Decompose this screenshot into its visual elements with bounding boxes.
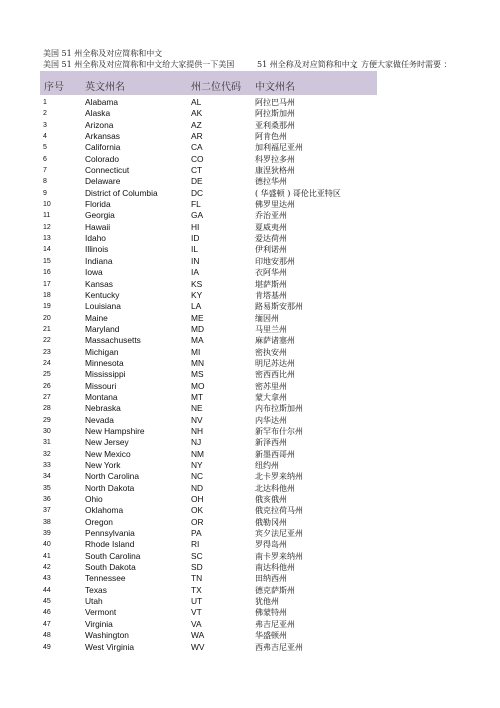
table-header [40,71,377,95]
table-row [40,222,377,233]
state-chinese-name: 德拉华州 [255,177,287,187]
table-row [40,460,377,471]
state-chinese-name: 爱达荷州 [255,234,287,244]
table-row [40,573,377,584]
state-code: NH [191,425,204,436]
state-chinese-name: 北达科他州 [255,483,295,493]
state-english-name: Mississippi [85,369,126,380]
state-english-name: New Jersey [85,437,129,448]
state-english-name: Virginia [85,618,113,629]
state-chinese-name: 明尼苏达州 [255,358,295,368]
state-code: WV [191,641,205,652]
row-index: 6 [43,155,47,163]
table-row [40,108,377,119]
row-index: 29 [43,416,51,424]
row-index: 39 [43,530,51,538]
state-chinese-name: 华盛顿州 [255,631,287,641]
state-chinese-name: 新罕布什尔州 [255,426,303,436]
state-chinese-name: 纽约州 [255,461,279,470]
state-chinese-name: 内布拉斯加州 [255,404,303,414]
state-code: HI [191,221,200,232]
row-index: 34 [43,473,51,481]
state-english-name: Texas [85,584,107,595]
row-index: 30 [43,427,51,435]
row-index: 21 [43,325,51,333]
state-chinese-name: 伊利诺州 [255,245,287,255]
row-index: 23 [43,348,51,356]
state-chinese-name: 弗吉尼亚州 [255,619,295,629]
state-english-name: Washington [85,630,129,641]
table-row [40,313,377,324]
state-chinese-name: 密苏里州 [255,381,287,391]
row-index: 37 [43,507,51,515]
state-chinese-name: 乔治亚州 [255,211,287,221]
row-index: 46 [43,609,51,617]
state-english-name: North Dakota [85,482,135,493]
state-code: OH [191,494,204,505]
state-english-name: Louisiana [85,301,121,312]
table-row [40,505,377,516]
table-row [40,335,377,346]
state-chinese-name: 衣阿华州 [255,268,287,278]
state-code: MN [191,357,205,368]
state-english-name: Georgia [85,210,115,221]
state-code: ND [191,482,204,493]
state-english-name: Connecticut [85,165,130,176]
state-chinese-name: 罗得岛州 [255,540,287,550]
state-chinese-name: 阿拉巴马州 [255,98,295,107]
state-code: ID [191,233,200,244]
state-chinese-name: 夏威夷州 [255,222,287,232]
row-index: 18 [43,291,51,299]
row-index: 16 [43,269,51,277]
state-code: CT [191,165,203,176]
table-row [40,301,377,312]
state-chinese-name: 印地安那州 [255,256,295,266]
state-code: MA [191,335,204,346]
state-chinese-name: 肯塔基州 [255,290,287,300]
table-row [40,210,377,221]
table-row [40,607,377,618]
table-row [40,233,377,244]
row-index: 15 [43,257,51,265]
state-english-name: Massachusetts [85,335,141,346]
state-code: CA [191,142,203,153]
table-row [40,415,377,426]
table-row [40,381,377,392]
state-english-name: Vermont [85,607,117,618]
state-code: TX [191,584,202,595]
table-row [40,539,377,550]
state-english-name: Arizona [85,119,114,130]
table-row [40,494,377,505]
table-row [40,324,377,335]
state-code: AK [191,108,203,119]
subtitle-part: ，方便大家做任务时需要 ： [353,60,452,69]
state-chinese-name: 密西西比州 [255,370,295,380]
table-row [40,131,377,142]
table-row [40,403,377,414]
state-english-name: Hawaii [85,221,111,232]
state-chinese-name: 科罗拉多州 [255,154,295,164]
state-chinese-name: 北卡罗来纳州 [255,472,303,482]
table-row [40,120,377,131]
header-chinese-name: 中文州名 [255,82,295,93]
row-index: 32 [43,450,51,458]
state-code: NM [191,448,205,459]
state-english-name: Alabama [85,97,119,107]
state-english-name: District of Columbia [85,187,158,198]
row-index: 27 [43,393,51,401]
row-index: 45 [43,598,51,606]
state-code: AR [191,131,203,142]
state-chinese-name: 堪萨斯州 [255,279,287,289]
state-english-name: Pennsylvania [85,528,135,539]
state-english-name: Nebraska [85,403,121,414]
state-code: LA [191,301,202,312]
state-code: DC [191,187,204,198]
state-code: GA [191,210,204,221]
state-code: CO [191,153,204,164]
state-code: FL [191,199,201,210]
row-index: 42 [43,564,51,572]
state-english-name: Delaware [85,176,121,187]
row-index: 9 [43,189,47,197]
row-index: 44 [43,586,51,594]
row-index: 48 [43,632,51,640]
row-index: 40 [43,541,51,549]
state-english-name: Kansas [85,278,113,289]
state-code: AL [191,97,202,107]
table-row [40,471,377,482]
row-index: 35 [43,484,51,492]
row-index: 10 [43,201,51,209]
state-english-name: North Carolina [85,471,139,482]
row-index: 8 [43,178,47,186]
state-chinese-name: 新墨西哥州 [255,449,295,459]
state-chinese-name: 犹他州 [255,597,279,607]
table-row [40,449,377,460]
table-row [40,165,377,176]
state-code: IL [191,244,198,255]
state-code: SC [191,550,203,561]
state-english-name: Tennessee [85,573,126,584]
state-chinese-name: 阿拉斯加州 [255,109,295,119]
state-english-name: New Mexico [85,448,131,459]
state-english-name: Maine [85,312,108,323]
row-index: 14 [43,246,51,254]
table-row [40,392,377,403]
row-index: 25 [43,371,51,379]
row-index: 24 [43,359,51,367]
table-row [40,596,377,607]
table-row [40,347,377,358]
table-row [40,619,377,630]
state-code: MO [191,380,205,391]
table-row [40,267,377,278]
state-english-name: Missouri [85,380,117,391]
page-subtitle [43,59,452,70]
state-english-name: Oregon [85,516,113,527]
state-chinese-name: 内华达州 [255,415,287,425]
state-chinese-name: 麻萨诸塞州 [255,336,295,346]
state-code: SD [191,562,203,573]
header-english-name: 英文州名 [85,82,125,93]
row-index: 49 [43,643,51,651]
subtitle-part: 美国 51 州全称及对应简称和中文给大家提供一下美国 [43,60,235,69]
table-row [40,154,377,165]
state-chinese-name: 蒙大拿州 [255,392,287,402]
row-index: 47 [43,620,51,628]
table-row [40,483,377,494]
row-index: 2 [43,110,47,118]
state-chinese-name: 路易斯安那州 [255,302,303,312]
table-row [40,630,377,641]
table-row [40,97,377,108]
state-code: NY [191,460,203,470]
row-index: 12 [43,223,51,231]
row-index: 7 [43,167,47,175]
state-code: KS [191,278,203,289]
state-english-name: Minnesota [85,357,124,368]
state-chinese-name: 南卡罗来纳州 [255,551,303,561]
state-code: WA [191,630,205,641]
state-english-name: South Dakota [85,562,136,573]
state-chinese-name: 田纳西州 [255,574,287,584]
row-index: 13 [43,235,51,243]
state-code: NJ [191,437,202,448]
state-chinese-name: 佛蒙特州 [255,608,287,618]
table-row [40,642,377,653]
state-english-name: Kentucky [85,289,120,300]
table-row [40,517,377,528]
state-code: RI [191,539,200,550]
state-code: ME [191,312,204,323]
state-english-name: West Virginia [85,641,135,652]
table-row [40,142,377,153]
state-chinese-name: 俄克拉荷马州 [255,506,303,516]
state-chinese-name: 加利福尼亚州 [255,143,303,153]
state-chinese-name: 阿肯色州 [255,132,287,142]
state-english-name: Florida [85,199,111,210]
state-chinese-name: 马里兰州 [255,324,287,334]
state-english-name: Idaho [85,233,106,244]
state-chinese-name: 亚利桑那州 [255,120,295,130]
state-chinese-name: 缅因州 [255,313,279,323]
table-row [40,358,377,369]
state-code: MI [191,346,201,357]
state-chinese-name: 佛罗里达州 [255,200,295,210]
page-title: 美国 51 州全称及对应简称和中文 [43,49,163,58]
table-row [40,369,377,380]
table-row [40,176,377,187]
state-code: NC [191,471,204,482]
table-row [40,562,377,573]
state-chinese-name: 康涅狄格州 [255,166,295,176]
state-english-name: Michigan [85,346,119,357]
table-row [40,551,377,562]
state-english-name: New York [85,460,121,470]
state-code: MD [191,323,205,334]
row-index: 17 [43,280,51,288]
row-index: 19 [43,303,51,311]
state-code: MT [191,391,204,402]
state-chinese-name: 俄亥俄州 [255,495,287,505]
state-english-name: Oklahoma [85,505,124,516]
table-row [40,244,377,255]
row-index: 26 [43,382,51,390]
state-code: VT [191,607,202,618]
state-code: KY [191,289,203,300]
table-row [40,256,377,267]
state-chinese-name: 南达科他州 [255,563,295,573]
state-code: TN [191,573,203,584]
state-english-name: Maryland [85,323,120,334]
state-chinese-name: 宾夕法尼亚州 [255,529,303,539]
state-table [40,97,377,653]
table-row [40,437,377,448]
state-code: OK [191,505,204,516]
header-index: 序号 [44,82,64,93]
state-chinese-name: 西弗吉尼亚州 [255,642,303,652]
state-english-name: Colorado [85,153,119,164]
state-chinese-name: ( 华盛顿 ) 哥伦比亚特区 [255,188,341,198]
row-index: 38 [43,518,51,526]
state-english-name: Nevada [85,414,114,425]
table-row [40,426,377,437]
state-code: UT [191,596,203,607]
state-code: PA [191,528,202,539]
subtitle-part: 51 州全称及对应简称和中文 [257,60,358,69]
state-code: VA [191,618,202,629]
state-code: NV [191,414,203,425]
state-english-name: Rhode Island [85,539,135,550]
row-index: 22 [43,337,51,345]
table-row [40,585,377,596]
state-english-name: Illinois [85,244,109,255]
state-english-name: Arkansas [85,131,120,142]
state-chinese-name: 密执安州 [255,347,287,357]
state-code: IA [191,267,199,278]
state-english-name: Alaska [85,108,111,119]
state-code: AZ [191,119,202,130]
table-row [40,528,377,539]
row-index: 41 [43,552,51,560]
state-chinese-name: 俄勒冈州 [255,517,287,527]
state-english-name: South Carolina [85,550,141,561]
table-row [40,199,377,210]
table-row [40,279,377,290]
row-index: 5 [43,144,47,152]
state-code: OR [191,516,204,527]
row-index: 33 [43,462,51,469]
row-index: 11 [43,212,51,220]
row-index: 3 [43,121,47,129]
state-code: DE [191,176,203,187]
row-index: 20 [43,314,51,322]
state-english-name: Montana [85,391,118,402]
row-index: 28 [43,405,51,413]
row-index: 43 [43,575,51,583]
row-index: 31 [43,439,51,447]
state-english-name: Indiana [85,255,113,266]
state-english-name: Utah [85,596,103,607]
state-chinese-name: 新泽西州 [255,438,287,448]
state-english-name: Iowa [85,267,103,278]
state-chinese-name: 德克萨斯州 [255,585,295,595]
table-row [40,188,377,199]
table-row [40,290,377,301]
row-index: 1 [43,99,47,106]
row-index: 36 [43,496,51,504]
state-code: NE [191,403,203,414]
state-code: MS [191,369,204,380]
state-english-name: New Hampshire [85,425,145,436]
row-index: 4 [43,133,47,141]
state-english-name: California [85,142,121,153]
state-code: IN [191,255,200,266]
header-code: 州二位代码 [191,82,241,93]
state-english-name: Ohio [85,494,103,505]
